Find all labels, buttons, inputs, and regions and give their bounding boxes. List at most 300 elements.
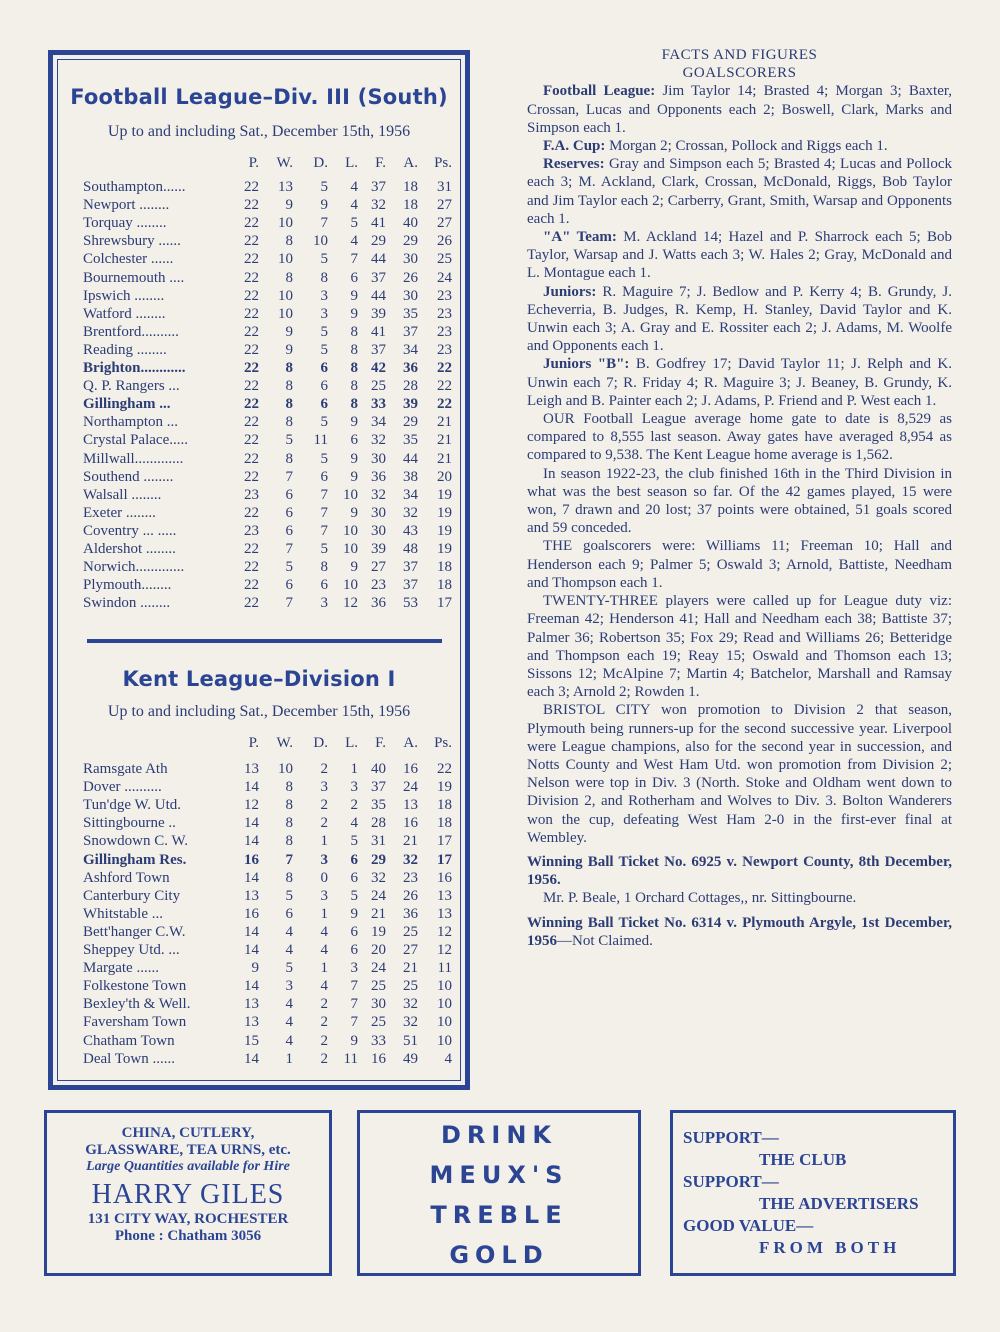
- stat-a: 53: [403, 595, 418, 612]
- stat-d: 10: [313, 233, 328, 250]
- facts-paragraph: [527, 82, 952, 137]
- kent-table-row: [83, 1014, 463, 1032]
- stat-ps: 24: [437, 269, 452, 286]
- stat-p: 14: [244, 923, 259, 940]
- team-name: Brighton............: [83, 360, 186, 376]
- stat-l: 5: [350, 887, 358, 904]
- kent-title: Kent League–Division I: [122, 667, 396, 691]
- stat-d: 5: [320, 450, 328, 467]
- stat-l: 4: [350, 233, 358, 250]
- facts-paragraph: [527, 137, 952, 155]
- team-name: Q. P. Rangers ...: [83, 378, 180, 395]
- stat-a: 30: [403, 287, 418, 304]
- stat-p: 22: [244, 504, 259, 521]
- stat-p: 22: [244, 577, 259, 594]
- team-name: Tun'dge W. Utd.: [83, 797, 182, 814]
- stat-a: 24: [403, 779, 418, 796]
- stat-w: 8: [285, 815, 293, 832]
- ad-giles-name: HARRY GILES: [91, 1179, 285, 1210]
- stat-w: 4: [285, 1014, 293, 1031]
- stat-d: 8: [320, 559, 328, 576]
- stat-d: 5: [320, 323, 328, 340]
- kent-table-row: [83, 906, 463, 924]
- stat-a: 34: [403, 341, 418, 358]
- kent-header-row: [83, 735, 463, 753]
- div3-header-a: A.: [403, 155, 418, 171]
- stat-a: 37: [403, 323, 418, 340]
- stat-d: 5: [320, 341, 328, 358]
- stat-f: 41: [371, 323, 386, 340]
- stat-p: 13: [244, 761, 259, 777]
- stat-p: 14: [244, 833, 259, 850]
- stat-l: 7: [350, 251, 358, 268]
- stat-f: 31: [371, 833, 386, 850]
- stat-f: 44: [371, 251, 386, 268]
- div3-table-row: [83, 469, 463, 487]
- kent-table-row: [83, 870, 463, 888]
- kent-table-row: [83, 833, 463, 851]
- stat-w: 4: [285, 942, 293, 958]
- stat-p: 13: [244, 1014, 259, 1031]
- stat-w: 7: [285, 595, 293, 612]
- team-name: Millwall.............: [83, 450, 184, 467]
- paragraph-text: Jim Taylor 14; Brasted 4; Morgan 3; Baxter, Crossan, Lucas and Opponents each 2; Boswell, Clark, Marks and Simpson each 1.: [527, 83, 952, 136]
- stat-f: 29: [371, 851, 386, 868]
- stat-l: 6: [350, 851, 358, 868]
- stat-ps: 27: [437, 197, 452, 214]
- stat-p: 14: [244, 815, 259, 832]
- stat-a: 35: [403, 432, 418, 449]
- stat-d: 6: [320, 378, 328, 395]
- facts-paragraph: [527, 155, 952, 228]
- stat-w: 8: [285, 869, 293, 886]
- stat-d: 2: [320, 1050, 328, 1067]
- kent-table-row: [83, 978, 463, 996]
- stat-a: 37: [403, 577, 418, 594]
- stat-ps: 27: [437, 215, 452, 232]
- stat-l: 3: [350, 960, 358, 977]
- stat-f: 39: [371, 305, 386, 322]
- facts-paragraph: [527, 410, 952, 465]
- team-name: Northampton ...: [83, 414, 178, 431]
- goalscorers-heading: GOALSCORERS: [682, 65, 797, 82]
- stat-d: 6: [320, 577, 328, 594]
- stat-l: 9: [350, 287, 358, 304]
- stat-d: 5: [320, 251, 328, 268]
- stat-l: 7: [350, 1014, 358, 1031]
- team-name: Watford ........: [83, 305, 166, 322]
- team-name: Torquay ........: [83, 215, 167, 232]
- ticket1-text: Winning Ball Ticket No. 6925 v. Newport County, 8th December, 1956.: [527, 853, 952, 889]
- stat-l: 9: [350, 468, 358, 485]
- paragraph-text: Morgan 2; Crossan, Pollock and Riggs each 1.: [605, 138, 888, 155]
- stat-a: 26: [403, 269, 418, 286]
- stat-f: 37: [371, 779, 386, 796]
- kent-table-row: [83, 924, 463, 942]
- div3-header-w: W.: [276, 155, 293, 171]
- ad-meux-line3: TREBLE: [430, 1201, 568, 1229]
- stat-a: 21: [403, 960, 418, 977]
- facts-paragraph: [527, 283, 952, 356]
- stat-d: 3: [320, 595, 328, 612]
- stat-ps: 20: [437, 468, 452, 485]
- stat-d: 2: [320, 996, 328, 1013]
- stat-l: 8: [350, 323, 358, 340]
- paragraph-text: R. Maguire 7; J. Bedlow and P. Kerry 4; B. Grundy, J. Echeverria, B. Judges, R. Kemp, H. Stanley, David Taylor and K. Unwin each 3; A. Gray and E. Rossiter each 2; J. Adams, M. Woolfe and Opponents each 1.: [527, 283, 952, 355]
- stat-f: 34: [371, 414, 386, 431]
- stat-l: 3: [350, 779, 358, 796]
- stat-l: 12: [343, 595, 358, 612]
- paragraph-lead: F.A. Cup:: [543, 138, 606, 155]
- facts-heading: FACTS AND FIGURES: [661, 47, 818, 63]
- stat-ps: 21: [437, 414, 452, 431]
- kent-table-row: [83, 1051, 463, 1069]
- stat-w: 10: [278, 305, 293, 322]
- stat-a: 29: [403, 233, 418, 250]
- stat-ps: 10: [437, 1032, 452, 1049]
- div3-table-row: [83, 378, 463, 396]
- stat-f: 32: [371, 432, 386, 449]
- team-name: Gillingham ...: [83, 396, 171, 413]
- stat-f: 32: [371, 869, 386, 886]
- stat-w: 8: [285, 378, 293, 395]
- stat-l: 10: [343, 577, 358, 594]
- stat-d: 6: [320, 360, 328, 376]
- stat-p: 16: [244, 905, 259, 922]
- div3-title: Football League–Div. III (South): [70, 85, 448, 109]
- stat-ps: 22: [437, 378, 452, 395]
- stat-w: 5: [285, 559, 293, 576]
- ad-support-line4: THE ADVERTISERS: [759, 1194, 919, 1213]
- paragraph-text: Gray and Simpson each 5; Brasted 4; Lucas and Pollock each 3; M. Ackland, Clark, Crossan, McDonald, Riggs, Bob Taylor and Jim Taylor each 2; Carberry, Grant, Smith, Warsap and Opponents each 1.: [527, 156, 952, 227]
- stat-l: 10: [343, 522, 358, 539]
- stat-f: 33: [371, 396, 386, 413]
- kent-table-row: [83, 960, 463, 978]
- stat-l: 5: [350, 215, 358, 232]
- stat-f: 21: [371, 905, 386, 922]
- stat-l: 6: [350, 869, 358, 886]
- stat-f: 25: [371, 1014, 386, 1031]
- stat-p: 22: [244, 595, 259, 612]
- stat-ps: 22: [437, 396, 452, 413]
- div3-table-row: [83, 360, 463, 378]
- div3-table-row: [83, 451, 463, 469]
- paragraph-lead: Juniors "B":: [543, 356, 630, 373]
- stat-f: 32: [371, 197, 386, 214]
- ad-meux-line4: GOLD: [449, 1241, 549, 1269]
- team-name: Gillingham Res.: [83, 851, 187, 868]
- paragraph-lead: Football League:: [543, 83, 656, 100]
- stat-w: 3: [285, 978, 293, 995]
- stat-ps: 19: [437, 486, 452, 503]
- team-name: Crystal Palace.....: [83, 432, 188, 449]
- team-name: Chatham Town: [83, 1032, 175, 1049]
- stat-d: 2: [320, 1014, 328, 1031]
- stat-l: 8: [350, 341, 358, 358]
- kent-subtitle: Up to and including Sat., December 15th, 1956: [107, 703, 411, 720]
- stat-ps: 23: [437, 323, 452, 340]
- div3-table-row: [83, 197, 463, 215]
- stat-w: 8: [285, 233, 293, 250]
- team-name: Walsall ........: [83, 486, 162, 503]
- stat-p: 23: [244, 522, 259, 539]
- stat-a: 16: [403, 761, 418, 777]
- stat-ps: 13: [437, 887, 452, 904]
- stat-l: 6: [350, 923, 358, 940]
- kent-table-row: [83, 797, 463, 815]
- stat-w: 9: [285, 341, 293, 358]
- stat-d: 4: [320, 978, 328, 995]
- stat-f: 20: [371, 942, 386, 958]
- team-name: Deal Town ......: [83, 1050, 175, 1067]
- stat-p: 22: [244, 251, 259, 268]
- stat-p: 12: [244, 797, 259, 814]
- stat-a: 16: [403, 815, 418, 832]
- team-name: Sheppey Utd. ...: [83, 942, 180, 958]
- team-name: Norwich.............: [83, 559, 185, 576]
- stat-w: 8: [285, 360, 293, 376]
- stat-p: 14: [244, 779, 259, 796]
- stat-f: 44: [371, 287, 386, 304]
- team-name: Canterbury City: [83, 887, 181, 904]
- stat-a: 40: [403, 215, 418, 232]
- kent-table-row: [83, 1033, 463, 1051]
- facts-paragraph: [527, 537, 952, 592]
- stat-w: 8: [285, 797, 293, 814]
- div3-table-row: [83, 414, 463, 432]
- stat-f: 29: [371, 233, 386, 250]
- team-name: Plymouth........: [83, 577, 172, 594]
- ad-giles-line3: Large Quantities available for Hire: [86, 1159, 290, 1174]
- kent-header-p: P.: [248, 735, 259, 751]
- stat-p: 22: [244, 287, 259, 304]
- stat-p: 22: [244, 341, 259, 358]
- ticket2-text: Winning Ball Ticket No. 6314 v. Plymouth Argyle, 1st December, 1956: [527, 914, 952, 949]
- stat-w: 8: [285, 414, 293, 431]
- paragraph-text: TWENTY-THREE players were called up for League duty viz: Freeman 42; Henderson 41; Hall and Needham each 38; Battiste 37; Palmer 36; Robertson 35; Fox 29; Read and Williams 26; Betteridge and Thompson each 19; Reay 15; Oswald and Thomson each 13; Sissons 12; McAlpine 7; Martin 4; Batchelor, Marshall and Ramsay each 3; Arnold 2; Rowden 1.: [527, 593, 952, 701]
- paragraph-text: THE goalscorers were: Williams 11; Freeman 10; Hall and Henderson each 9; Palmer 5; Oswald 3; Arnold, Battiste, Needham and Thompson each 1.: [527, 538, 952, 591]
- kent-table-row: [83, 779, 463, 797]
- team-name: Bournemouth ....: [83, 269, 185, 286]
- kent-header-f: F.: [375, 735, 386, 751]
- stat-w: 6: [285, 504, 293, 521]
- stat-d: 1: [320, 833, 328, 850]
- stat-f: 36: [371, 468, 386, 485]
- stat-w: 8: [285, 833, 293, 850]
- stat-ps: 25: [437, 251, 452, 268]
- stat-f: 30: [371, 504, 386, 521]
- kent-table-row: [83, 942, 463, 960]
- stat-a: 32: [403, 1014, 418, 1031]
- stat-l: 10: [343, 486, 358, 503]
- stat-ps: 18: [437, 577, 452, 594]
- ad-meux-line1: DRINK: [440, 1121, 557, 1149]
- stat-p: 22: [244, 541, 259, 557]
- kent-table-row: [83, 888, 463, 906]
- div3-table-row: [83, 577, 463, 595]
- stat-d: 7: [320, 486, 328, 503]
- stat-w: 10: [278, 251, 293, 268]
- ticket2-line: [527, 914, 952, 950]
- stat-p: 16: [244, 851, 259, 868]
- stat-l: 9: [350, 559, 358, 576]
- div3-table-row: [83, 251, 463, 269]
- facts-paragraph: [527, 465, 952, 538]
- stat-w: 5: [285, 887, 293, 904]
- team-name: Snowdown C. W.: [83, 833, 189, 850]
- paragraph-text: OUR Football League average home gate to date is 8,529 as compared to 8,555 last season. Away gates have averaged 8,954 as compared to 9,538. The Kent League home average is 1,562.: [527, 411, 952, 464]
- stat-f: 35: [371, 797, 386, 814]
- team-name: Brentford..........: [83, 323, 179, 340]
- stat-a: 37: [403, 559, 418, 576]
- stat-p: 22: [244, 432, 259, 449]
- stat-ps: 31: [437, 179, 452, 195]
- stat-a: 44: [403, 450, 418, 467]
- stat-w: 4: [285, 923, 293, 940]
- div3-subtitle: Up to and including Sat., December 15th, 1956: [107, 123, 411, 140]
- ticket1-winner: Mr. P. Beale, 1 Orchard Cottages,, nr. Sittingbourne.: [543, 890, 857, 907]
- stat-l: 10: [343, 541, 358, 557]
- bristol-paragraph: BRISTOL CITY won promotion to Division 2 that season, Plymouth being runners-up for the second successive year. Liverpool were League champions, also for the second year in succession, and Notts County and West Ham Utd. won promotion from Division 2; Nelson were top in Div. 3 (North. Stoke and Oldham went down to Division 2, and Rotherham and Wolves to Div. 3. Bolton Wanderers won the cup, defeating West Ham 2-0 in the first-ever final at Wembley.: [527, 702, 952, 846]
- stat-f: 37: [371, 179, 386, 195]
- stat-f: 33: [371, 1032, 386, 1049]
- stat-f: 19: [371, 923, 386, 940]
- stat-l: 11: [343, 1050, 358, 1067]
- stat-w: 9: [285, 323, 293, 340]
- stat-f: 30: [371, 450, 386, 467]
- paragraph-text: B. Godfrey 17; David Taylor 11; J. Relph and K. Unwin each 7; R. Friday 4; R. Maguire 3; J. Beaney, B. Grundy, K. Leigh and B. Painter each 2; J. Adams, P. Friend and P. West each 1.: [527, 356, 952, 409]
- div3-table-row: [83, 541, 463, 559]
- stat-d: 1: [320, 960, 328, 977]
- stat-p: 22: [244, 215, 259, 232]
- div3-header-row: [83, 155, 463, 173]
- stat-l: 6: [350, 432, 358, 449]
- team-name: Southampton......: [83, 179, 186, 195]
- stat-ps: 23: [437, 341, 452, 358]
- team-name: Folkestone Town: [83, 978, 187, 995]
- kent-header-l: L.: [345, 735, 358, 751]
- stat-d: 7: [320, 215, 328, 232]
- stat-w: 8: [285, 396, 293, 413]
- ad-giles-phone: Phone : Chatham 3056: [114, 1228, 262, 1244]
- stat-ps: 21: [437, 450, 452, 467]
- stat-a: 39: [403, 396, 418, 413]
- stat-p: 22: [244, 414, 259, 431]
- kent-header-ps: Ps.: [434, 735, 452, 751]
- team-name: Margate ......: [83, 960, 159, 977]
- div3-table-row: [83, 306, 463, 324]
- team-name: Bexley'th & Well.: [83, 996, 191, 1013]
- stat-ps: 18: [437, 815, 452, 832]
- ad-support: [670, 1110, 956, 1276]
- div3-table-row: [83, 396, 463, 414]
- stat-p: 14: [244, 1050, 259, 1067]
- stat-w: 7: [285, 541, 293, 557]
- stat-f: 37: [371, 341, 386, 358]
- stat-d: 7: [320, 522, 328, 539]
- kent-table-row: [83, 852, 463, 870]
- team-name: Ashford Town: [83, 869, 170, 886]
- team-name: Dover ..........: [83, 779, 162, 796]
- stat-l: 9: [350, 504, 358, 521]
- stat-w: 5: [285, 432, 293, 449]
- paragraph-text: In season 1922-23, the club finished 16th in the Third Division in what was the best season so far. Of the 42 games played, 15 were won, 7 drawn and 20 lost; 37 points were obtained, 51 goals scored and 59 conceded.: [527, 465, 952, 537]
- stat-a: 35: [403, 305, 418, 322]
- stat-f: 16: [371, 1050, 386, 1067]
- stat-a: 29: [403, 414, 418, 431]
- stat-f: 23: [371, 577, 386, 594]
- paragraph-lead: Reserves:: [543, 156, 605, 173]
- stat-f: 37: [371, 269, 386, 286]
- stat-a: 49: [403, 1050, 418, 1067]
- stat-f: 25: [371, 978, 386, 995]
- stat-p: 13: [244, 996, 259, 1013]
- stat-d: 8: [320, 269, 328, 286]
- ticket2-suffix: —Not Claimed.: [557, 932, 653, 949]
- stat-w: 6: [285, 486, 293, 503]
- div3-header-ps: Ps.: [434, 155, 452, 171]
- stat-d: 6: [320, 396, 328, 413]
- stat-f: 30: [371, 996, 386, 1013]
- stat-d: 9: [320, 197, 328, 214]
- stat-l: 9: [350, 305, 358, 322]
- stat-d: 6: [320, 468, 328, 485]
- ad-giles-address: 131 CITY WAY, ROCHESTER: [87, 1211, 289, 1227]
- stat-a: 32: [403, 504, 418, 521]
- stat-f: 36: [371, 595, 386, 612]
- team-name: Exeter ........: [83, 504, 156, 521]
- stat-p: 15: [244, 1032, 259, 1049]
- stat-f: 39: [371, 541, 386, 557]
- stat-w: 8: [285, 450, 293, 467]
- stat-ps: 12: [437, 942, 452, 958]
- div3-header-p: P.: [248, 155, 259, 171]
- stat-a: 13: [403, 797, 418, 814]
- div3-table-row: [83, 233, 463, 251]
- stat-ps: 18: [437, 797, 452, 814]
- stat-l: 8: [350, 396, 358, 413]
- stat-ps: 12: [437, 923, 452, 940]
- stat-p: 14: [244, 942, 259, 958]
- stat-ps: 21: [437, 432, 452, 449]
- stat-p: 22: [244, 360, 259, 376]
- stat-a: 36: [403, 360, 418, 376]
- stat-a: 51: [403, 1032, 418, 1049]
- stat-ps: 18: [437, 559, 452, 576]
- stat-d: 0: [320, 869, 328, 886]
- stat-f: 24: [371, 887, 386, 904]
- kent-header-a: A.: [403, 735, 418, 751]
- stat-d: 2: [320, 797, 328, 814]
- stat-p: 14: [244, 978, 259, 995]
- team-name: Faversham Town: [83, 1014, 187, 1031]
- stat-ps: 17: [437, 595, 452, 612]
- section-divider: [87, 639, 442, 643]
- team-name: Coventry ... .....: [83, 522, 177, 539]
- stat-f: 32: [371, 486, 386, 503]
- stat-f: 27: [371, 559, 386, 576]
- team-name: Sittingbourne ..: [83, 815, 176, 832]
- team-name: Aldershot ........: [83, 541, 176, 557]
- stat-d: 2: [320, 815, 328, 832]
- stat-d: 5: [320, 541, 328, 557]
- stat-ps: 19: [437, 541, 452, 557]
- stat-p: 22: [244, 559, 259, 576]
- stat-p: 14: [244, 869, 259, 886]
- div3-header-d: D.: [313, 155, 328, 171]
- stat-p: 22: [244, 233, 259, 250]
- stat-a: 28: [403, 378, 418, 395]
